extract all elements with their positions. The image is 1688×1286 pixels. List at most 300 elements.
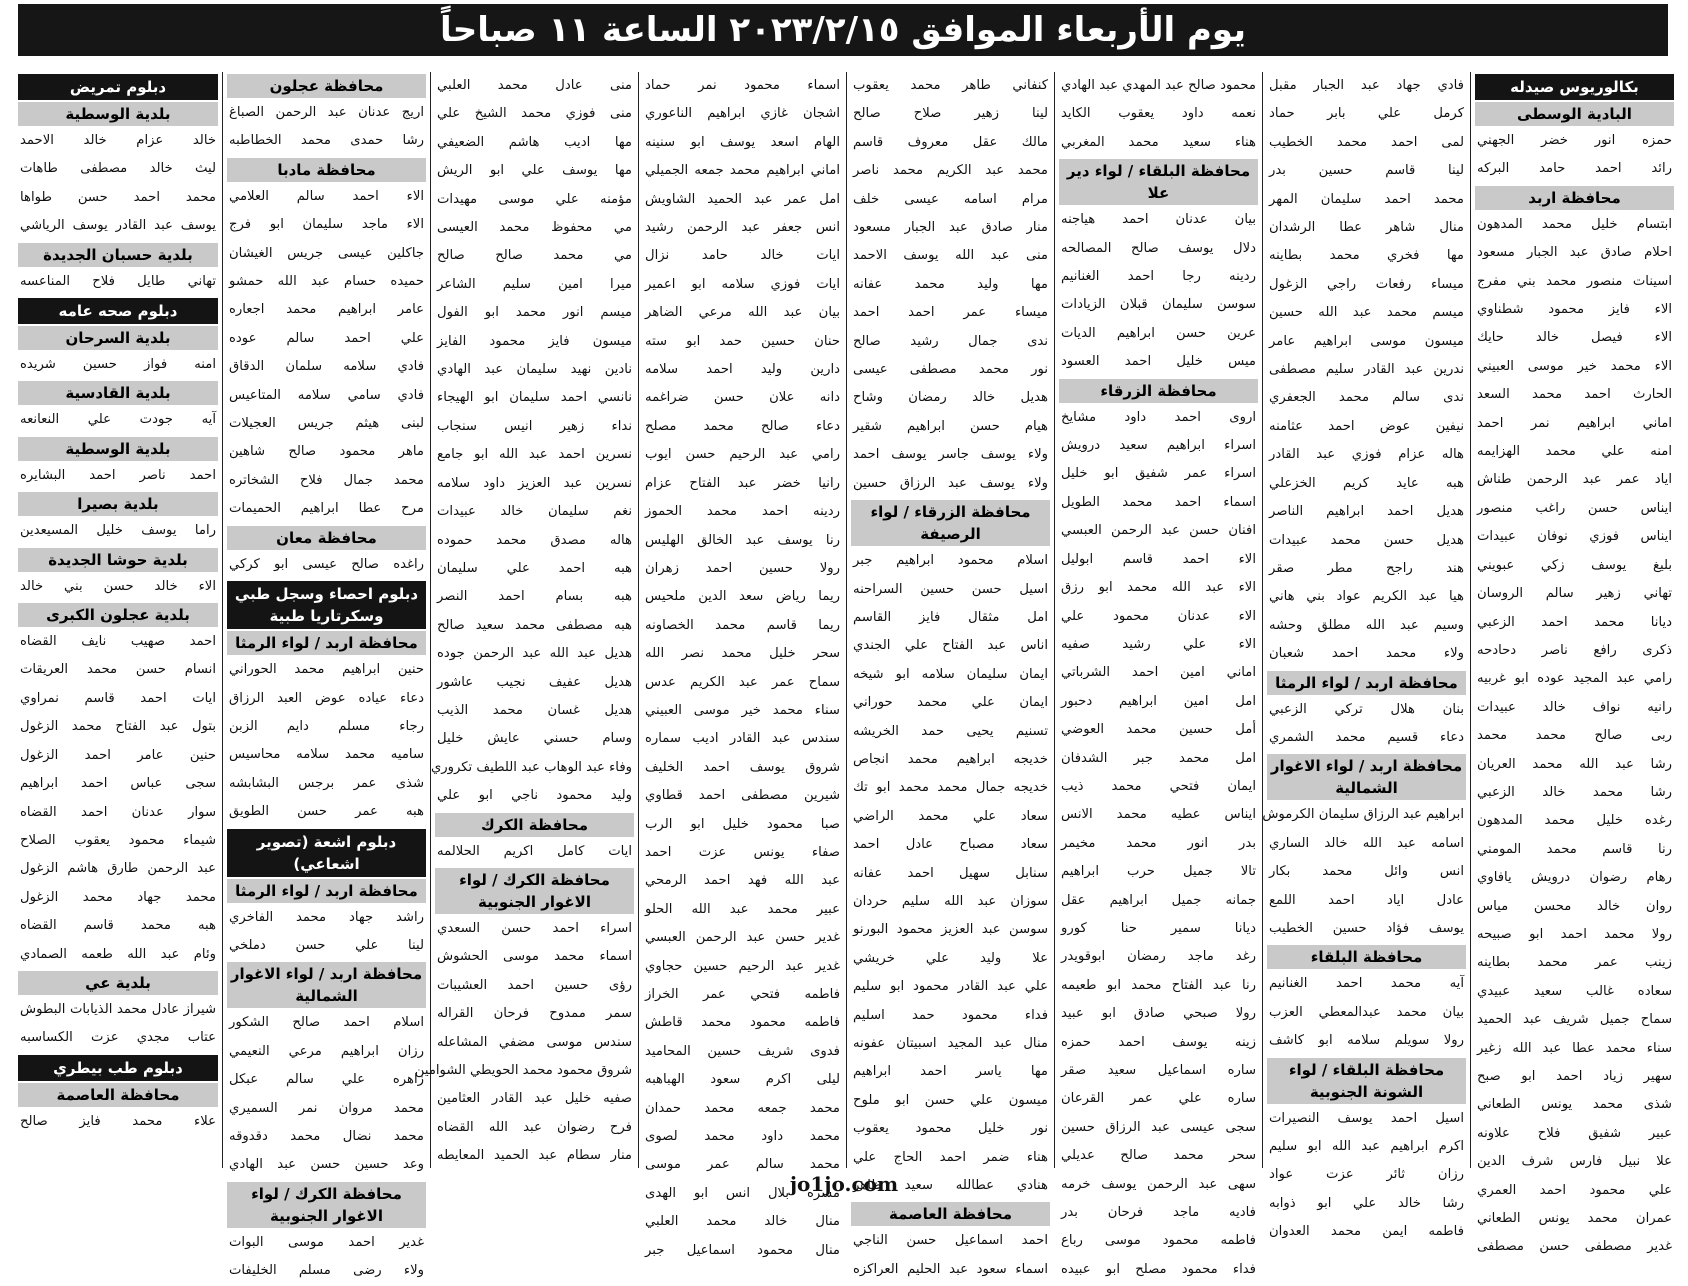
list-item: سندس عبد القادر اديب سماره — [645, 731, 840, 747]
list-item: رغده خليل محمد المدهون — [1477, 813, 1672, 829]
list-item: الاء عبد الله محمد ابو رزق — [1061, 580, 1256, 596]
list-item: منال شاهر عطا الرشدان — [1269, 220, 1464, 236]
region-heading: بلدية القادسية — [18, 381, 218, 405]
list-item: محمد داود محمد لصوى — [645, 1129, 840, 1145]
list-item: احلام صادق عبد الجبار مسعود — [1477, 245, 1672, 261]
list-item: اسماء احمد محمد الطويل — [1061, 494, 1256, 510]
list-item: هبه عايد كريم الخزعلي — [1269, 475, 1464, 491]
list-item: رزان ثائر عزت عواد — [1269, 1167, 1464, 1183]
list-item: رولا حسين احمد زهران — [645, 560, 840, 576]
list-item: منى عادل محمد العلبي — [437, 78, 632, 93]
list-item: ولاء محمد احمد شعبان — [1269, 646, 1464, 662]
list-item: شيماء محمود يعقوب الصلاح — [20, 832, 216, 848]
list-item: ايمان علي محمد حوراني — [853, 695, 1048, 711]
list-item: اكرم ابراهيم عبد الله ابو سليم — [1269, 1139, 1464, 1154]
list-item: تهاني زهير سالم الروسان — [1477, 586, 1672, 602]
region-heading: محافظة اربد — [1475, 186, 1674, 210]
list-item: صبا محمود خليل ابو الرب — [645, 816, 840, 832]
list-item: عامر ابراهيم محمد اجعاره — [229, 302, 424, 318]
region-heading: محافظة اربد / لواء الرمثا — [227, 631, 426, 655]
list-item: علا وليد علي خريشي — [853, 950, 1048, 966]
list-item: شروق محمود محمد الحويطي الشوامين — [414, 1063, 632, 1078]
list-item: ميسون موسى ابراهيم عامر — [1269, 333, 1464, 349]
list-item: منار سطام عبد الحميد المعايطه — [437, 1148, 632, 1164]
list-item: نور خليل محمود يعقوب — [853, 1121, 1048, 1137]
list-item: وعد حسين حسن عبد الهادي — [229, 1157, 424, 1173]
list-item: حميده حسام عبد الله حمشو — [229, 274, 424, 290]
list-item: ايمان فتحي محمد ذيب — [1061, 778, 1256, 794]
list-item: صفيه خليل عبد القادر العثامين — [437, 1091, 632, 1107]
list-item: وسام حسني عايش خليل — [437, 731, 632, 747]
list-item: سوسن سليمان قبلان الزيادات — [1061, 297, 1256, 313]
list-item: اسماء محمود نمر حماد — [645, 78, 840, 93]
list-item: سحر خليل محمد نصر الله — [645, 646, 840, 662]
list-item: آيه محمد احمد الغنانيم — [1269, 976, 1464, 992]
list-item: محمد نضال محمد دقدوقه — [229, 1128, 424, 1144]
list-item: ريما قاسم محمد الخصاونه — [645, 617, 840, 633]
list-item: نعمه داود يعقوب الكايد — [1061, 106, 1256, 122]
list-item: احمد اسماعيل حسن الناجي — [853, 1233, 1048, 1249]
list-item: ايات كامل اكريم الحلالمه — [437, 843, 632, 859]
list-item: الاء خالد حسن بني خالد — [20, 578, 216, 594]
list-item: ميرا امين سليم الشاعر — [437, 276, 632, 292]
list-item: مها ياسر احمد ابراهيم — [853, 1064, 1048, 1080]
list-item: فادي سامي سلامه المتاعيس — [229, 387, 424, 403]
list-item: مها اديب هاشم الضعيفي — [437, 134, 632, 150]
region-heading: بلدية حوشا الجديدة — [18, 548, 218, 572]
list-item: محمد عبد الكريم محمد ناصر — [853, 163, 1048, 179]
list-item: ساميه محمد سلامه محاسيس — [229, 747, 424, 763]
list-item: مي محفوظ محمد العيسى — [437, 220, 632, 236]
specialty-heading: دبلوم صحه عامه — [18, 298, 218, 324]
list-item: علي عبد القادر محمود ابو سليم — [853, 979, 1048, 995]
list-item: محمد جمال فلاح الشخاتره — [229, 472, 424, 488]
list-item: غدير حسن عبد الرحمن العبسي — [645, 930, 840, 946]
list-item: محمد مروان نمر السميري — [229, 1100, 424, 1116]
list-item: نسرين احمد عبد الله ابو جامع — [437, 447, 632, 463]
list-item: ربى صالح محمد محمد — [1477, 728, 1672, 744]
list-item: مي محمد صالح صالح — [437, 248, 632, 264]
list-item: سناء محمد خير موسى العبيني — [645, 702, 840, 718]
list-item: علا نبيل فارس شرف الدين — [1477, 1154, 1672, 1170]
list-item: نغم سليمان خالد عبيدات — [437, 504, 632, 520]
list-item: دعاء صالح محمد مصلح — [645, 418, 840, 434]
specialty-heading: دبلوم تمريض — [18, 74, 218, 100]
list-item: الاء احمد سالم العلامي — [229, 188, 424, 204]
list-item: ميسون فايز محمود الفايز — [437, 333, 632, 349]
region-heading: بلدية عجلون الكبرى — [18, 603, 218, 627]
list-item: عرين حسن ابراهيم الديات — [1061, 325, 1256, 341]
list-item: اسيل حسن حسين السراحنه — [853, 581, 1048, 597]
list-item: تالا جميل حرب ابراهيم — [1061, 864, 1256, 880]
list-item: بليغ يوسف زكي عبويني — [1477, 557, 1672, 573]
list-item: حمزه انور خضر الجهني — [1477, 133, 1672, 148]
region-heading: البادية الوسطى — [1475, 102, 1674, 126]
list-item: سحر محمد صالح عديلي — [1061, 1148, 1256, 1164]
list-item: الاء ماجد سليمان ابو فرج — [229, 217, 424, 233]
list-item: رانيه نواف خالد عبيدات — [1477, 699, 1672, 715]
list-item: هديل عبد الله عبد الرحمن جوده — [437, 646, 632, 662]
list-item: عمران محمد يونس الطعاني — [1477, 1211, 1672, 1227]
list-item: غدير مصطفى حسن مصطفى — [1477, 1239, 1672, 1255]
region-heading: محافظة اربد / لواء الرمثا — [1267, 671, 1466, 695]
list-item: هبه عمر حسن الطويق — [229, 804, 424, 820]
list-item: دلال يوسف صالح المصالحه — [1061, 240, 1256, 256]
list-item: احمد صهيب نايف القضاه — [20, 634, 216, 650]
list-item: مها فخري محمد بطاينه — [1269, 248, 1464, 264]
region-heading: محافظة اربد / لواء الرمثا — [227, 879, 426, 903]
list-item: جاكلين عيسى جريس الغيشان — [229, 245, 424, 261]
list-item: علي محمود احمد العمري — [1477, 1182, 1672, 1198]
list-item: هاله عزام فوزي عبد القادر — [1269, 447, 1464, 463]
list-item: محمد احمد سليمان المهر — [1269, 191, 1464, 207]
list-item: الاء علي رشيد صفيه — [1061, 636, 1256, 652]
list-item: ريما رياض سعد الدين ملحيس — [645, 589, 840, 605]
region-heading: محافظة البلقاء / لواء الشونة الجنوبية — [1267, 1058, 1466, 1104]
list-item: اسراء ابراهيم سعيد درويش — [1061, 438, 1256, 454]
list-item: اماني امين احمد الشرباتي — [1061, 665, 1256, 681]
list-item: سمر ممدوح فرحان القراله — [437, 1006, 632, 1022]
list-item: اسماء سعود عبد الحليم العراكزه — [853, 1261, 1048, 1277]
region-heading: محافظة العاصمة — [851, 1202, 1050, 1226]
region-heading: محافظة مادبا — [227, 158, 426, 182]
list-item: ابراهيم عبد الرزاق سليمان الكرموش — [1262, 807, 1464, 823]
list-item: مرام اسامه عيسى خلف — [853, 191, 1048, 207]
specialty-heading: دبلوم اشعة (تصوير اشعاعي) — [227, 829, 426, 877]
list-item: دعاء قسيم محمد الشمري — [1269, 729, 1464, 745]
list-item: الاء فيصل خالد حايك — [1477, 330, 1672, 346]
list-item: هديل غسان محمد الذيب — [437, 702, 632, 718]
list-item: مها يوسف علي ابو الريش — [437, 163, 632, 179]
list-item: منال محمود اسماعيل جبر — [645, 1242, 840, 1258]
list-item: نادين نهيد سليمان عبد الهادي — [437, 362, 632, 378]
list-item: رامي عبد المجيد عوده ابو غربيه — [1477, 671, 1672, 687]
list-item: هبه بسام احمد النصر — [437, 589, 632, 605]
list-item: صفاء يونس عزت احمد — [645, 844, 840, 860]
list-item: نور محمد مصطفى عيسى — [853, 362, 1048, 378]
list-item: آيه جودت علي النعانعه — [20, 412, 216, 428]
list-item: سهير زياد احمد ابو صبح — [1477, 1069, 1672, 1084]
list-item: هناء سعيد محمد المغربي — [1061, 134, 1256, 150]
list-item: وسيم عبد الله مطلق وحشه — [1269, 617, 1464, 633]
list-item: لمى احمد محمد الخطيب — [1269, 134, 1464, 150]
list-item: شروق يوسف احمد الخليف — [645, 759, 840, 775]
list-item: ميسون علي حسن ابو ملوح — [853, 1092, 1048, 1108]
list-item: غدير احمد موسى البوات — [229, 1234, 424, 1250]
list-item: سوار عدنان احمد القضاه — [20, 804, 216, 820]
list-item: لينا علي حسن دملخي — [229, 937, 424, 953]
list-item: فداء محمود مصلح ابو عبيده — [1061, 1261, 1256, 1277]
list-item: رجاء مسلم دايم الزبن — [229, 718, 424, 734]
list-column — [846, 72, 1054, 1277]
region-heading: محافظة الكرك / لواء الاغوار الجنوبية — [435, 868, 634, 914]
list-item: سناء محمد عطا عبد الله زغير — [1477, 1040, 1672, 1056]
list-item: راما يوسف خليل المسيعدين — [20, 523, 216, 539]
list-item: منى عبد الله يوسف الاحمد — [853, 248, 1048, 264]
list-item: غدير عبد الرحيم حسين حجاوي — [645, 958, 840, 974]
list-item: افنان حسن عبد الرحمن العبسي — [1061, 523, 1256, 539]
list-item: ساره علي عمر القرعان — [1061, 1091, 1256, 1107]
list-item: امل عمر عبد الحميد الشاويش — [645, 191, 840, 207]
list-item: يوسف فؤاد حسين الخطيب — [1269, 920, 1464, 936]
list-item: احمد ناصر احمد البشايره — [20, 467, 216, 483]
list-item: ابتسام خليل محمد المدهون — [1477, 216, 1672, 232]
list-item: رولا صبحي صادق ابو عبيد — [1061, 1006, 1256, 1022]
list-item: عبير شفيق فلاح علاونه — [1477, 1125, 1672, 1141]
list-item: مرح عطا ابراهيم الحميمات — [229, 501, 424, 517]
list-item: هديل خالد رمضان وشاح — [853, 390, 1048, 406]
list-item: ذكرى رافع ناصر دحادحه — [1477, 642, 1672, 658]
region-heading: بلدية عي — [18, 971, 218, 995]
region-heading: محافظة البلقاء / لواء دير علا — [1059, 159, 1258, 205]
list-item: خديجه ابراهيم محمد انجاص — [853, 751, 1048, 767]
list-item: كرمل علي بابر حماد — [1269, 106, 1464, 122]
list-item: رنا عبد الفتاح محمد ابو طعيمه — [1061, 977, 1256, 993]
list-item: ميساء عمر احمد احمد — [853, 305, 1048, 321]
list-item: زينه يوسف احمد حمزه — [1061, 1034, 1256, 1050]
list-item: وليد محمود ناجي ابو علي — [437, 788, 632, 804]
list-item: عتاب مجدي عزت الكساسبه — [20, 1030, 216, 1046]
list-item: ردينه احمد محمد الحموز — [645, 504, 840, 520]
list-item: الهام اسعد يوسف ابو سنينه — [645, 134, 840, 150]
list-item: رامي عبد الرحيم حسن ايوب — [645, 447, 840, 463]
list-item: مها وليد محمد عفانه — [853, 276, 1048, 292]
list-item: ايناس عطيه محمد الانس — [1061, 807, 1256, 823]
list-item: مسره بلال انس ابو الهدى — [645, 1185, 840, 1201]
list-item: رهام رضوان درويش يافاوي — [1477, 870, 1672, 886]
list-item: فاطمه محمود محمد قاطش — [645, 1015, 840, 1031]
list-item: ايمان سليمان سلامه ابو شيخه — [853, 666, 1048, 682]
list-item: زاهره علي سالم عبكل — [229, 1072, 424, 1088]
list-item: رغد ماجد رمضان ابوقويدر — [1061, 949, 1256, 965]
list-item: ليلى اكرم سعود الهباهبه — [645, 1072, 840, 1088]
list-item: ولاء يوسف جاسر يوسف احمد — [853, 447, 1048, 463]
list-column — [14, 72, 222, 1168]
list-item: اسراء احمد حسن السعدي — [437, 920, 632, 936]
list-item: ندى سالم محمد الجعفري — [1269, 390, 1464, 406]
list-item: شيرين مصطفى احمد قطاوي — [645, 788, 840, 804]
list-item: الاء محمد خير موسى العبيني — [1477, 358, 1672, 374]
list-column — [222, 72, 430, 1279]
list-item: نانسي احمد سليمان ابو الهيجاء — [437, 390, 632, 406]
list-item: ميسم انور محمد ابو الفول — [437, 305, 632, 321]
region-heading: محافظة العاصمة — [18, 1083, 218, 1107]
list-item: منال خالد محمد العلبي — [645, 1214, 840, 1230]
list-item: سندس موسى مضفي المشاعله — [437, 1034, 632, 1050]
list-item: ديانا محمد احمد الزعبي — [1477, 614, 1672, 630]
list-item: فرح رضوان عبد الله القضاه — [437, 1119, 632, 1135]
list-item: الحارث احمد محمد السعد — [1477, 387, 1672, 403]
list-item: فاطمه محمود موسى رباع — [1061, 1233, 1256, 1249]
list-item: انس جعفر عبد الرحمن رشيد — [645, 220, 840, 236]
region-heading: محافظة عجلون — [227, 74, 426, 98]
list-item: سوزان عبد الله سليم حردان — [853, 893, 1048, 909]
list-item: هيا عبد الكريم عواد بني هاني — [1269, 589, 1464, 605]
list-item: عبد الرحمن طارق هاشم الزغول — [20, 861, 216, 877]
list-item: زينب عمر محمد بطاينه — [1477, 955, 1672, 971]
list-item: رولا سويلم سلامه ابو كاشف — [1269, 1033, 1464, 1049]
list-item: امل امين ابراهيم دحبور — [1061, 693, 1256, 709]
specialty-heading: دبلوم طب بيطري — [18, 1055, 218, 1081]
list-item: ندى جمال رشيد صالح — [853, 333, 1048, 349]
list-item: سنابل سهيل احمد عفانه — [853, 865, 1048, 881]
list-item: اماني ابراهيم نمر احمد — [1477, 415, 1672, 431]
list-item: لبنى هيثم جريس العجيلات — [229, 416, 424, 432]
list-item: أمل حسين محمد العوضي — [1061, 722, 1256, 738]
list-item: سجى عيسى عبد الرزاق حسين — [1061, 1119, 1256, 1135]
region-heading: محافظة اربد / لواء الاغوار الشمالية — [227, 962, 426, 1008]
list-item: ميس خليل احمد العسود — [1061, 354, 1256, 370]
list-item: بيان محمد عبدالمعطي العزب — [1269, 1004, 1464, 1020]
list-item: رانيا خضر عبد الفتاح عزام — [645, 475, 840, 491]
list-column — [414, 72, 638, 1168]
list-item: فداء محمود حمد اسليم — [853, 1007, 1048, 1023]
list-item: هبه محمد قاسم القضاه — [20, 918, 216, 934]
list-item: ميساء رفعات راجي الزغول — [1269, 276, 1464, 292]
list-item: حنان حسين حمد ابو سته — [645, 333, 840, 349]
list-item: اياد عمر عبد الرحمن طناش — [1477, 472, 1672, 488]
list-item: انسام حسن محمد العريقات — [20, 662, 216, 678]
list-item: تسنيم يحيى حمد الخريشه — [853, 723, 1048, 739]
region-heading: محافظة الزرقاء / لواء الرصيفة — [851, 500, 1050, 546]
list-item: اسماء محمد موسى الحشوش — [437, 949, 632, 965]
region-heading: بلدية الوسطية — [18, 437, 218, 461]
list-item: امل مثقال فايز القاسم — [853, 609, 1048, 625]
list-item: ولاء يوسف عبد الرزاق حسين — [853, 475, 1048, 491]
list-item: سعاده غالب سعيد عبيدي — [1477, 983, 1672, 999]
list-item: فاطمه فتحي عمر الخراز — [645, 987, 840, 1002]
list-item: ايناس حسن راغب منصور — [1477, 500, 1672, 516]
list-item: فاطمه ايمن محمد العدوان — [1269, 1224, 1464, 1240]
list-item: بدر انور محمد مخيمر — [1061, 835, 1256, 851]
list-item: ديانا سمير حنا كورو — [1061, 920, 1256, 936]
list-item: رؤى حسين احمد العشيبات — [437, 977, 632, 993]
list-item: هند راجح مطر صقر — [1269, 560, 1464, 576]
list-item: حنين عامر احمد الزغول — [20, 747, 216, 763]
list-item: علي احمد سالم عوده — [229, 330, 424, 346]
list-item: مالك عقل معروف قاسم — [853, 134, 1048, 150]
list-item: نداء زهير انيس سنجاب — [437, 418, 632, 434]
list-item: هديل عفيف نجيب عاشور — [437, 674, 632, 690]
region-heading: محافظة البلقاء — [1267, 945, 1466, 969]
list-column — [1054, 72, 1262, 1277]
list-item: انس وائل محمد بكار — [1269, 864, 1464, 880]
region-heading: بلدية الوسطية — [18, 102, 218, 126]
list-item: محمود صالح عبد المهدي عبد الهادي — [1061, 78, 1256, 93]
list-item: هنادي عطالله سعيد ظاهر — [853, 1178, 1048, 1194]
list-item: راشد جهاد محمد الفاخري — [229, 909, 424, 925]
list-column — [1470, 72, 1678, 1255]
list-item: نسرين عبد العزيز داود سلامه — [437, 475, 632, 491]
list-item: كنفاني طاهر محمد يعقوب — [853, 78, 1048, 93]
site-watermark: jo1jo.com — [789, 1172, 899, 1196]
list-item: اريج عدنان عبد الرحمن الصباغ — [229, 105, 424, 120]
list-item: اروى احمد داود مشايخ — [1061, 409, 1256, 425]
list-item: اماني ابراهيم محمد جمعه الجميلي — [645, 163, 840, 179]
list-item: ايات احمد قاسم نمراوي — [20, 690, 216, 706]
list-item: سماح جميل شريف عبد الحميد — [1477, 1012, 1672, 1028]
list-item: خالد عزام خالد الاحمد — [20, 133, 216, 148]
list-item: رزان ابراهيم مرعي النعيمي — [229, 1043, 424, 1059]
list-item: وئام عبد الله طعمه الصمادي — [20, 946, 216, 962]
list-item: بنان هلال تركي الزعبي — [1269, 701, 1464, 717]
list-item: ايناس فوزي نوفان عبيدات — [1477, 529, 1672, 545]
list-item: علاء محمد فايز صالح — [20, 1113, 216, 1129]
list-item: حنين ابراهيم محمد الحوراني — [229, 662, 424, 678]
region-heading: محافظة الزرقاء — [1059, 379, 1258, 403]
list-item: هيام حسن ابراهيم شقير — [853, 418, 1048, 434]
list-item: بتول عبد الفتاح محمد الزغول — [20, 719, 216, 735]
list-item: الاء عدنان محمود علي — [1061, 608, 1256, 624]
list-item: جمانه جميل ابراهيم عقل — [1061, 892, 1256, 908]
list-item: اسراء عمر شفيق ابو خليل — [1061, 466, 1256, 482]
region-heading: محافظة الكرك / لواء الاغوار الجنوبية — [227, 1182, 426, 1228]
list-item: بيان عدنان احمد هياجنه — [1061, 212, 1256, 228]
list-item: شذى محمد يونس الطعاني — [1477, 1097, 1672, 1113]
list-item: هاله مصدق محمد حموده — [437, 532, 632, 548]
list-item: مؤمنه علي موسى مهيدات — [437, 191, 632, 207]
list-item: امل محمد جبر الشدفان — [1061, 750, 1256, 766]
region-heading: محافظة معان — [227, 526, 426, 550]
list-item: ميسم محمد عبد الله حسين — [1269, 305, 1464, 321]
list-item: محمد جهاد محمد الزغول — [20, 889, 216, 905]
list-item: محمد جمعه محمد حمدان — [645, 1100, 840, 1116]
list-item: سوسن عبد العزيز محمود البورنو — [853, 922, 1048, 938]
specialty-heading: دبلوم احصاء وسجل طبي وسكرتاريا طبية — [227, 581, 426, 629]
list-item: عبير محمد عبد الله الحلو — [645, 901, 840, 917]
list-item: نيفين عوض احمد عثامنه — [1269, 418, 1464, 434]
list-item: منى فوزي محمد الشيخ علي — [437, 106, 632, 122]
list-item: رنا قاسم محمد المومني — [1477, 841, 1672, 857]
list-item: رشا عبد الله محمد العريان — [1477, 756, 1672, 772]
list-item: فادي جهاد عبد الجبار مقبل — [1269, 78, 1464, 93]
list-item: سجى عباس احمد ابراهيم — [20, 776, 216, 792]
list-item: دانه علان حسن ضراغمه — [645, 390, 840, 406]
specialty-heading: بكالوريوس صيدله — [1475, 74, 1674, 100]
list-item: شيراز عادل محمد الذيابات البطوش — [20, 1001, 216, 1017]
list-item: عادل اياد احمد اللمع — [1269, 892, 1464, 908]
list-item: رولا محمد احمد ابو صبيحه — [1477, 926, 1672, 942]
list-item: رنا يوسف عبد الخالق الهليس — [645, 532, 840, 548]
list-item: ماهر محمود صالح شاهين — [229, 444, 424, 460]
list-item: يوسف عبد القادر يوسف الرياشي — [20, 218, 216, 234]
list-item: رشا خالد علي ابو ذوابه — [1269, 1195, 1464, 1211]
list-item: راغده صالح عيسى ابو كركي — [229, 556, 424, 572]
list-item: فاديه ماجد فرحان بدر — [1061, 1205, 1256, 1221]
list-item: رشا حمدى محمد الخطاطبه — [229, 133, 424, 149]
list-item: اشجان غازي ابراهيم الناعوري — [645, 106, 840, 122]
list-item: ولاء رضى مسلم الخليفات — [229, 1263, 424, 1279]
list-item: فادي سلامه سلمان الدقاق — [229, 359, 424, 375]
list-item: سعاد علي محمد الراضي — [853, 808, 1048, 824]
region-heading: بلدية بصيرا — [18, 492, 218, 516]
list-item: الاء فايز محمود شطناوي — [1477, 302, 1672, 318]
list-item: محمد سالم عمر موسى — [645, 1157, 840, 1173]
list-item: وفاء عبد الوهاب عبد اللطيف تكروري — [430, 759, 632, 775]
list-item: ليث خالد مصطفى طاهات — [20, 161, 216, 177]
list-item: لينا زهير صلاح صالح — [853, 106, 1048, 122]
list-item: ايات خالد حامد نزال — [645, 248, 840, 264]
list-item: روان خالد محسن مياس — [1477, 898, 1672, 914]
list-item: دعاء عياده عوض العبد الرزاق — [229, 690, 424, 706]
list-item: لينا قاسم حسين بدر — [1269, 163, 1464, 179]
list-item: سعاد مصباح عادل احمد — [853, 837, 1048, 853]
list-item: هديل احمد ابراهيم الناصر — [1269, 504, 1464, 520]
list-item: اسامه عبد الله خالد الساري — [1269, 835, 1464, 851]
list-item: فدوى شريف حسين المحاميد — [645, 1043, 840, 1059]
list-item: ندرين عبد القادر سليم مصطفى — [1269, 362, 1464, 378]
list-item: ساره اسماعيل سعيد صقر — [1061, 1063, 1256, 1078]
